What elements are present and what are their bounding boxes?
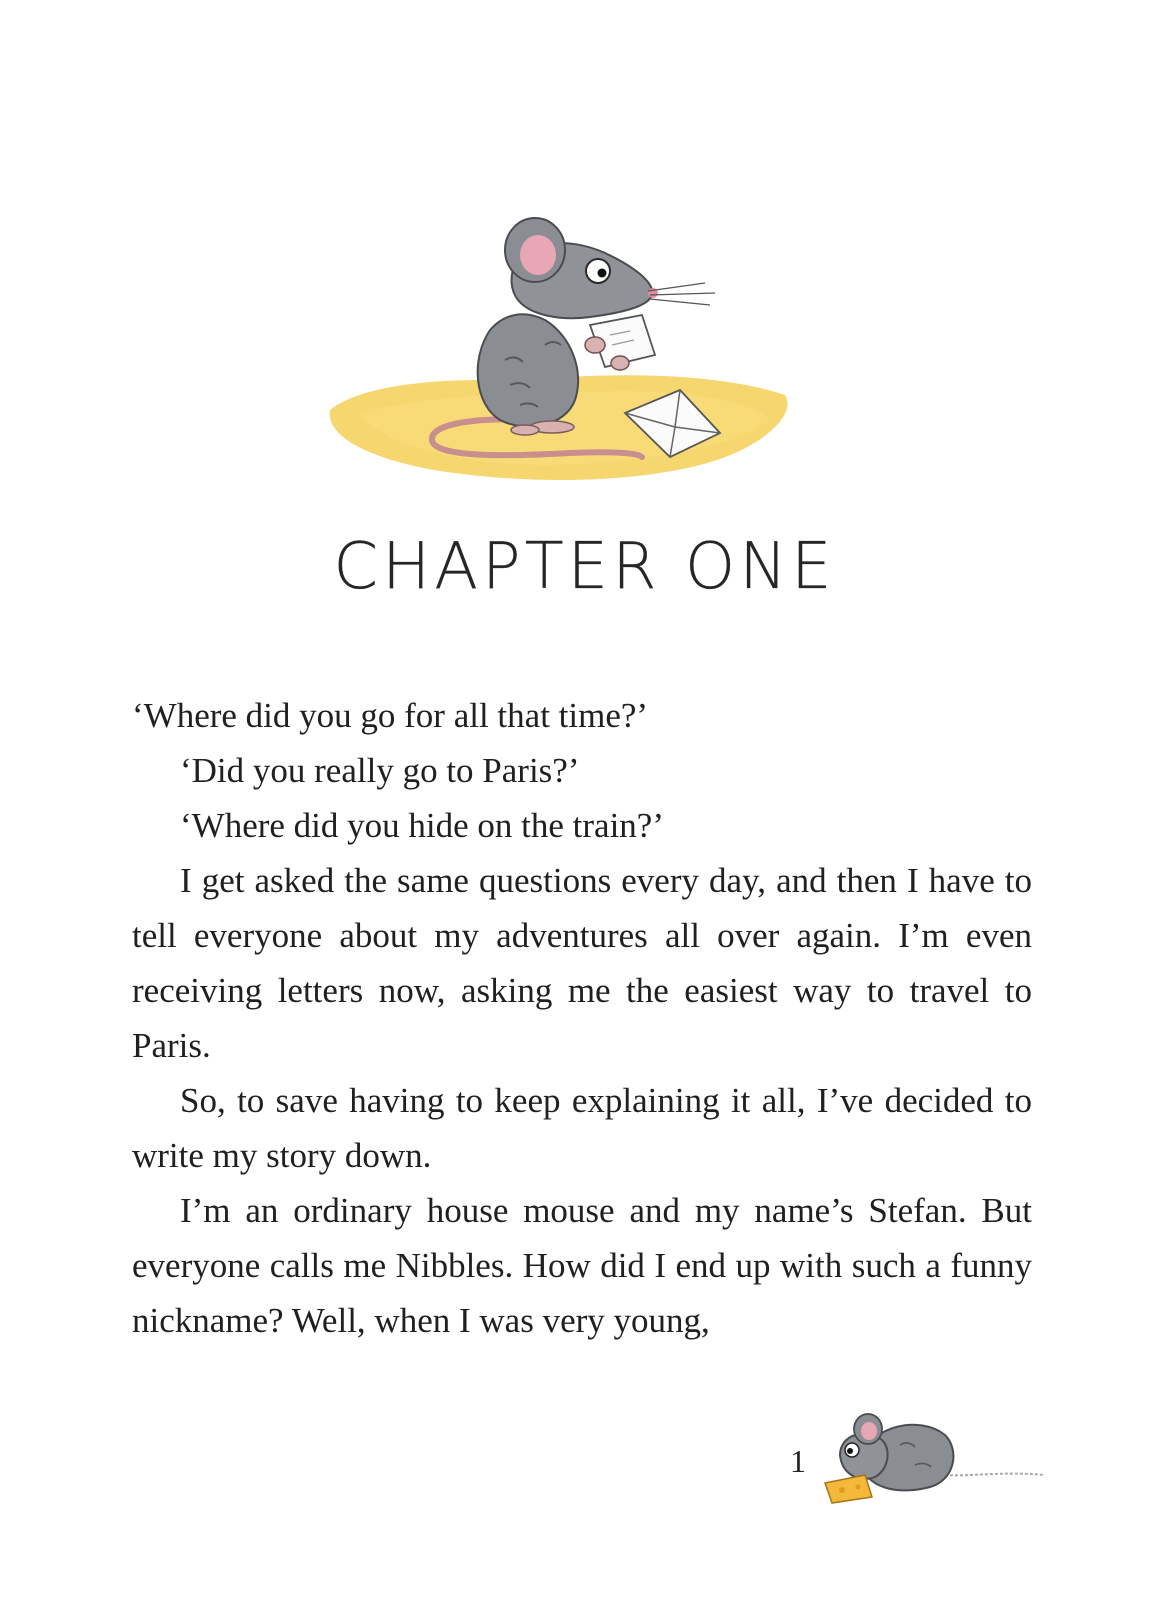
paragraph: ‘Where did you go for all that time?’ — [132, 696, 649, 735]
paragraph: I’m an ordinary house mouse and my name’s Stefan. But everyone calls me Nibbles. How did I end up with such a funny nickname? Well, when I was very young, — [132, 1191, 1032, 1340]
paragraph: ‘Did you really go to Paris?’ — [180, 751, 580, 790]
chapter-title: CHAPTER ONE — [333, 530, 836, 604]
mouse-reading-letter-icon — [320, 195, 800, 495]
paragraph: ‘Where did you hide on the train?’ — [180, 806, 664, 845]
chapter-body — [132, 688, 1032, 1348]
paragraph: So, to save having to keep explaining it all, I’ve decided to write my story down. — [132, 1081, 1032, 1175]
mouse-eating-cheese-icon — [820, 1405, 1060, 1515]
page-number: 1 — [790, 1443, 806, 1479]
paragraph: I get asked the same questions every day, and then I have to tell everyone about my adventures all over again. I’m even receiving letters now, asking me the easiest way to travel to Paris. — [132, 861, 1032, 1065]
